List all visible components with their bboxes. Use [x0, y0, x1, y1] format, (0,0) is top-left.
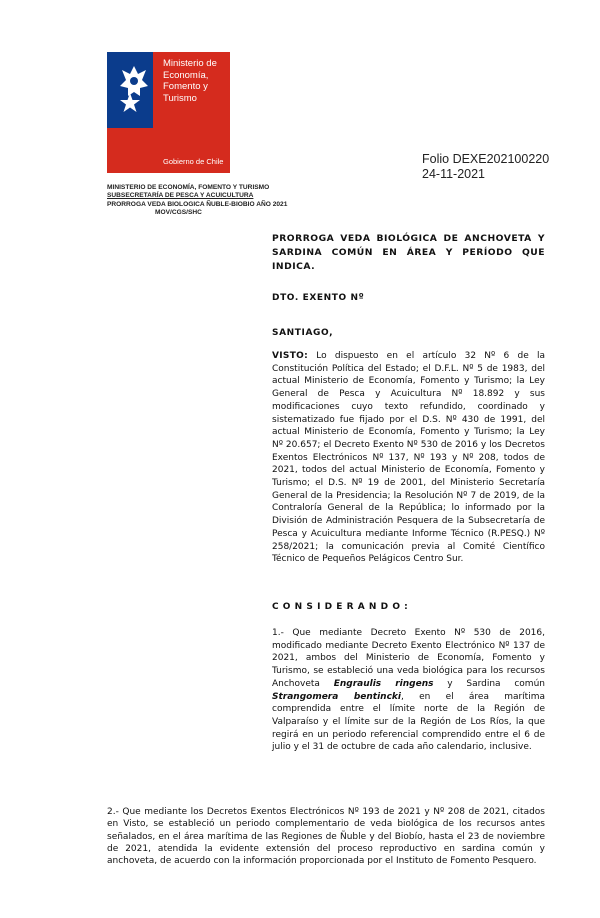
folio-block [422, 152, 549, 182]
header-initials: MOV/CGS/SHC [155, 209, 202, 217]
logo-ministry-name [163, 58, 217, 104]
logo-red-band [107, 128, 230, 173]
item1-text: 1.- Que mediante Decreto Exento Nº 530 de 2016, modificado mediante Decreto Exento Electrónico Nº 137 de 2021, ambos del Ministerio de Economía, Fomento y Turismo, se estableció una veda biológica para los recursos Anchoveta [272, 628, 545, 689]
item1-text: , en el área marítima comprendida entre el límite norte de la Región de Valparaíso y el límite sur de la Región de Los Ríos, la que regirá en un periodo referencial comprendido entre el 6 de julio y el 31 de octubre de cada año calendario, inclusive. [272, 691, 545, 753]
header-ministry: MINISTERIO DE ECONOMÍA, FOMENTO Y TURISMO [107, 184, 270, 191]
logo-name-line: Ministerio de [163, 58, 217, 69]
folio-date: 24-11-2021 [422, 167, 486, 181]
item1-text: y Sardina común [433, 678, 545, 689]
header-subject: PRORROGA VEDA BIOLOGICA ÑUBLE-BIOBIO AÑO 2021 [107, 200, 288, 208]
visto-paragraph [272, 350, 545, 566]
logo-name-line: Economía, [163, 69, 209, 81]
considerando-item-2: 2.- Que mediante los Decretos Exentos Electrónicos Nº 193 de 2021 y Nº 208 de 2021, citados en Visto, se estableció un periodo complementario de veda biológica de los recursos antes señalados, en el área marítima de las Regiones de Ñuble y del Biobío, hasta el 23 de noviembre de 2021, atendida la evidente extensión del proceso reproductivo en sardina común y anchoveta, de acuerdo con la información proporcionada por el Instituto de Fomento Pesquero. [107, 807, 545, 867]
logo-name-line: Turismo [163, 92, 197, 104]
species-name: Strangomera bentincki [272, 691, 401, 702]
considerando-item-1 [272, 627, 545, 754]
logo-gov-label: Gobierno de Chile [163, 157, 224, 166]
decree-number: DTO. EXENTO Nº [272, 293, 365, 303]
species-name: Engraulis ringens [333, 678, 434, 689]
place-line: SANTIAGO, [272, 328, 334, 338]
visto-text: Lo dispuesto en el artículo 32 Nº 6 de la Constitución Política del Estado; el D.F.L. Nº 5 de 1983, del actual Ministerio de Economía, Fomento y Turismo; la Ley General de Pesca y Acuicultura Nº 18.892 y sus modificaciones cuyo texto refundido, coordinado y sistematizado fue fijado por el D.S. Nº 430 de 1991, del actual Ministerio de Economía, Fomento y Turismo; la Ley Nº 20.657; el Decreto Exento Nº 530 de 2016 y los Decretos Exentos Electrónicos Nº 137, Nº 193 y Nº 208, todos de 2021, todos del actual Ministerio de Economía, Fomento y Turismo; el D.S. Nº 19 de 2001, del Ministerio Secretaría General de la Presidencia; la Resolución Nº 7 de 2019, de la Contraloría General de la República; lo informado por la División de Administración Pesquera de la Subsecretaría de Pesca y Acuicultura mediante Informe Técnico (R.PESQ.) Nº 258/2021; la comunicación previa al Comité Científico Técnico de Pequeños Pelágicos Centro Sur. [272, 351, 545, 565]
considerando-heading: CONSIDERANDO: [272, 602, 412, 612]
star-icon [119, 92, 141, 114]
folio-number: Folio DEXE202100220 [422, 152, 550, 166]
document-header [107, 184, 287, 218]
logo-name-line: Fomento y [163, 81, 208, 92]
header-subsecretaria: SUBSECRETARÍA DE PESCA Y ACUICULTURA [107, 192, 254, 200]
ministry-logo [107, 52, 230, 173]
document-title: PRORROGA VEDA BIOLÓGICA DE ANCHOVETA Y SARDINA COMÚN EN ÁREA Y PERÍODO QUE INDICA. [272, 233, 545, 272]
visto-label: VISTO: [272, 351, 308, 361]
